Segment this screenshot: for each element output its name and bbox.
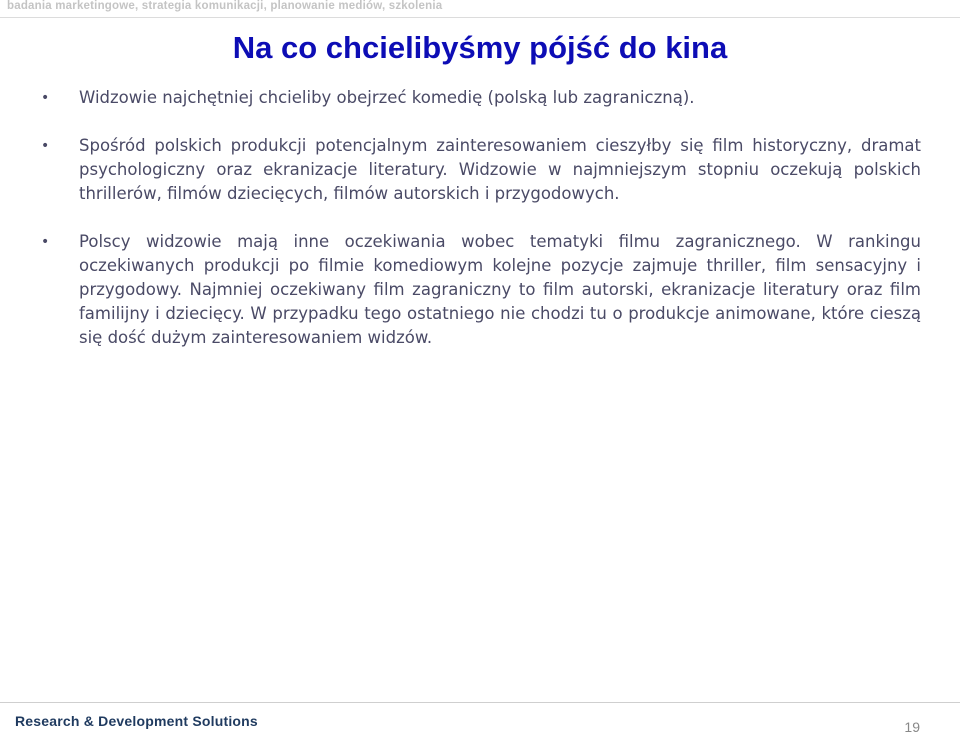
slide-title: Na co chcielibyśmy pójść do kina — [232, 30, 728, 65]
footer-brand: Research & Development Solutions — [15, 713, 258, 729]
bullet-item — [41, 134, 921, 206]
bullet-text: Widzowie najchętniej chcieliby obejrzeć komedię (polską lub zagraniczną). — [79, 88, 695, 107]
header-tagline: badania marketingowe, strategia komunikacji, planowanie mediów, szkolenia — [7, 0, 443, 12]
bullet-text: Polscy widzowie mają inne oczekiwania wobec tematyki filmu zagranicznego. W rankingu oczekiwanych produkcji po filmie komediowym kolejne pozycje zajmuje thriller, film sensacyjny i przygodowy. Najmniej oczekiwany film zagraniczny to film autorski, ekranizacje literatury oraz film familijny i dziecięcy. W przypadku tego ostatniego nie chodzi tu o produkcje animowane, które cieszą się dość dużym zainteresowaniem widzów. — [79, 232, 921, 347]
footer-divider — [0, 702, 960, 703]
bullet-item — [41, 86, 921, 110]
header-divider — [0, 17, 960, 18]
bullet-list — [41, 86, 921, 374]
bullet-dot-icon: • — [41, 138, 50, 154]
page-number: 19 — [904, 719, 920, 735]
bullet-text: Spośród polskich produkcji potencjalnym zainteresowaniem cieszyłby się film historyczny, dramat psychologiczny oraz ekranizacje literatury. Widzowie w najmniejszym stopniu oczekują polskich thrillerów, filmów dziecięcych, filmów autorskich i przygodowych. — [79, 136, 921, 203]
bullet-dot-icon: • — [41, 234, 50, 250]
bullet-dot-icon: • — [41, 90, 50, 106]
bullet-item — [41, 230, 921, 350]
